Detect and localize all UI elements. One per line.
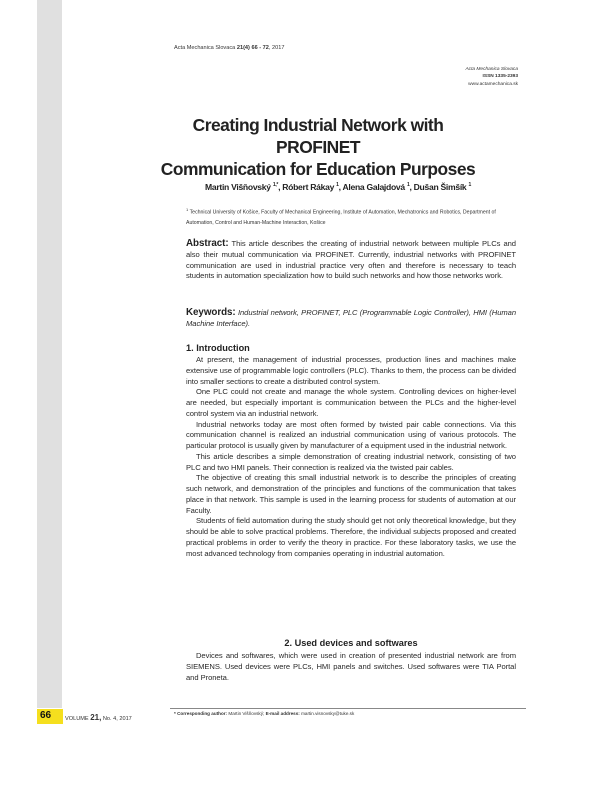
volume-info: VOLUME 21, No. 4, 2017 (65, 713, 132, 722)
journal-info-block (465, 66, 518, 88)
paragraph: The objective of creating this small industrial network is to describe the principles of creating such network, and demonstration of the principles and functions of the communication that takes place in that network. This sample is used in the learning process for students of automation at our Faculty. (186, 473, 516, 515)
email-link[interactable]: martin.visnovsky@tuke.sk (301, 711, 355, 716)
paragraph: Students of field automation during the study should get not only theoretical knowledge, but they should be able to solve practical problems. Therefore, the individual subjects proposed and created practical problems in order to verify the theory in practice. For these laboratory tasks, we use the most advanced technology from companies operating in industrial automation. (186, 516, 516, 558)
paper-title (150, 114, 486, 180)
keywords-text: Industrial network, PROFINET, PLC (Programmable Logic Controller), HMI (Human Machine Interface). (186, 308, 516, 328)
author-name: Martin Višňovský (205, 182, 271, 192)
abstract-text: This article describes the creating of industrial network between multiple PLCs and also their mutual communication via PROFINET. Currently, industrial networks with PROFINET communication are used in industrial practice very often and therefore is necessary to teach students in automation specialization how to build such networks and how those networks work. (186, 239, 516, 281)
author-name: Róbert Rákay (282, 182, 335, 192)
section-body (186, 355, 516, 559)
paragraph: This article describes a simple demonstration of creating industrial network, consisting of two PLC and two HMI panels. Their connection is realized via the twisted pair cables. (186, 451, 516, 472)
title-line-1: Creating Industrial Network with PROFINET (192, 115, 444, 157)
keywords (186, 308, 516, 330)
section-heading: 1. Introduction (186, 343, 250, 353)
abstract-label: Abstract: (186, 238, 229, 249)
paragraph: At present, the management of industrial processes, production lines and machines make extensive use of programmable logic controllers (PLC). Thanks to them, the process can be divided into smaller sections to create a distributed control system. (186, 355, 516, 386)
paragraph: Industrial networks today are most often formed by twisted pair cable connections. Via this communication channel is realized an industrial communication using of various protocols. The particular protocol is usually given by manufacturer of a equipment used in the industrial network. (186, 419, 516, 450)
paragraph: One PLC could not create and manage the whole system. Controlling devices on higher-level are needed, but especially important is communication between the PLCs and the higher-level control system via an industrial network. (186, 387, 516, 418)
abstract (186, 239, 516, 282)
keywords-label: Keywords: (186, 307, 236, 318)
author-name: Alena Galajdová (342, 182, 405, 192)
journal-url: www.actamechanica.sk (468, 81, 518, 87)
title-line-2: Communication for Education Purposes (160, 159, 476, 179)
section-heading: 2. Used devices and softwares (284, 638, 418, 648)
footnote-divider (170, 708, 526, 709)
page-number: 66 (40, 710, 52, 721)
section-body (186, 651, 516, 683)
journal-issn: ISSN 1335-2393 (482, 74, 518, 80)
author-list: Martin Višňovský $^{1,*}$, Róbert Rákay $^1$, Alena Galajdová $^1$, Dušan Šimšík $^1$ (205, 182, 471, 192)
journal-name: Acta Mechanica Slovaca (465, 67, 518, 72)
corresponding-author-footnote: * Corresponding author: Martin Višňovský; E-mail address: martin.visnovsky@tuke.sk (174, 711, 355, 716)
running-header: Acta Mechanica Slovaca 21(4) 66 - 72, 2017 (174, 45, 285, 51)
author-name: Dušan Šimšík (413, 182, 467, 192)
paragraph: Devices and softwares, which were used in creation of presented industrial network are from SIEMENS. Used devices were PLCs, HMI panels and switches. Used softwares were TIA Portal and Proneta. (186, 651, 516, 682)
affiliation: $^1$ Technical University of Košice, Faculty of Mechanical Engineering, Institute of Automation, Mechatronics and Robotics, Department of Automation, Control and Human-Machine Interaction, Košice (186, 207, 496, 226)
page-side-bar (37, 0, 62, 708)
